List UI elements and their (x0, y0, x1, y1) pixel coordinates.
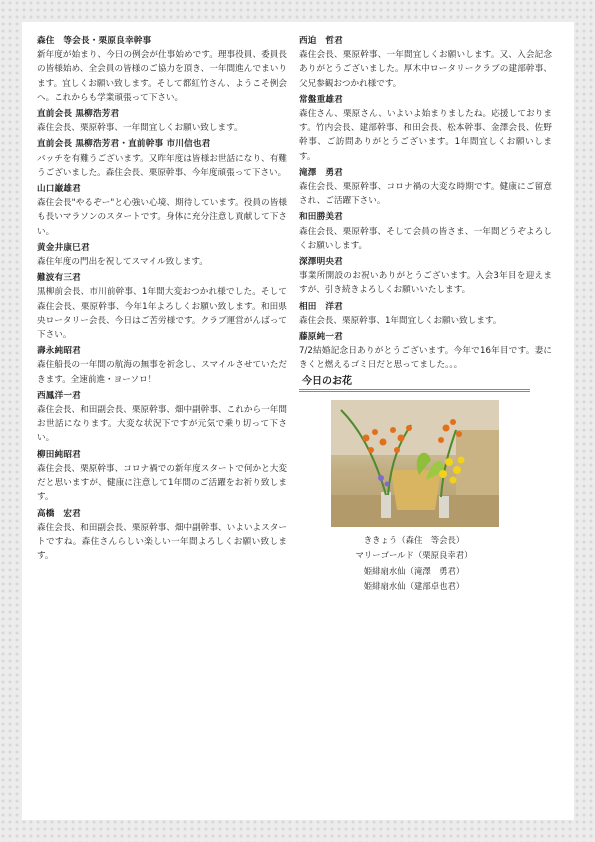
entry-text: 森住会長、栗原幹事、コロナ禍での新年度スタートで何かと大変だと思いますが、健康に注意して1年間のご活躍をお祈り致します。 (37, 463, 287, 503)
entry-name: 山口巌雄君 (37, 184, 81, 195)
entry-name: 壽永純昭君 (37, 346, 81, 357)
entry-text: 森住会長、栗原幹事、コロナ禍の大変な時期です。健康にご留意され、ご活躍下さい。 (299, 182, 552, 207)
entry-text: 7/2結婚記念日ありがとうございます。今年で16年目です。妻にきくと燃えるゴミ日だと思ってました。。。 (299, 346, 552, 371)
entry-text: バッチを有難うございます。又昨年度は皆様お世話になり、有難うございました。森住会長、栗原幹事、今年度頑張って下さい。 (37, 153, 287, 178)
smile-entry (299, 93, 552, 164)
entry-name: 森住 等会長・栗原良幸幹事 (37, 36, 152, 46)
entry-name: 常盤重雄君 (299, 94, 343, 105)
entry-text: 森住会長、和田副会長、栗原幹事、畑中副幹事、これから一年間お世話になります。大変な状況下ですが元気で乗り切って下さい。 (37, 405, 287, 444)
smile-entry (299, 255, 552, 298)
entry-name: 和田勝美君 (299, 212, 343, 223)
entry-text: 事業所開設のお祝いありがとうございます。入会3年目を迎えますが、引き続きよろしくお願いいたします。 (299, 271, 552, 296)
flower-caption (299, 533, 529, 595)
smile-entry (37, 448, 287, 505)
entry-text: 森住年度の門出を祝してスマイル致します。 (37, 257, 208, 268)
flower-arrangement-photo (331, 400, 499, 527)
entry-name: 黄金井康巳君 (37, 242, 90, 253)
entry-text: 森住船長の一年間の航海の無事を祈念し、スマイルさせていただきます。全速前進・ヨーソロ！ (37, 360, 287, 385)
flower-section-heading: 今日のお花 (299, 375, 530, 392)
smile-entry (37, 241, 287, 269)
flower-arrangement-illustration (331, 400, 499, 527)
caption-line: ききょう（森住 等会長） (363, 534, 465, 545)
smile-entry (299, 300, 552, 328)
entry-name: 藤原純一君 (299, 332, 343, 343)
right-column (299, 34, 552, 595)
entry-text: 森住会長"やるぞー"と心強い心境、期待しています。役員の皆様も長いマラソンのスタートです。身体に充分注意し貢献して下さい。 (37, 198, 287, 237)
entry-name: 相田 洋君 (299, 301, 343, 312)
smile-entry (299, 166, 552, 209)
entry-text: 黒柳前会長、市川前幹事、1年間大変おつかれ様でした。そして森住会長、栗原幹事、今年1年よろしくお願い致します。和田県央ロータリー会長、今日はご苦労様です。クラブ運営がんばって下さい。 (37, 287, 287, 341)
entry-name: 西迫 哲君 (299, 36, 343, 46)
newsletter-page (22, 22, 574, 820)
smile-entry (37, 182, 287, 239)
entry-name: 難波有三君 (37, 273, 81, 284)
smile-entry (37, 107, 287, 135)
entry-text: 森住会長、栗原幹事、一年間宜しくお願いします。又、入会記念ありがとうございました。厚木中ロータリークラブの建部幹事、父兄参観おつかれ様です。 (299, 50, 552, 89)
smile-entry (37, 507, 287, 564)
entry-name: 西鳳洋一君 (37, 390, 81, 401)
entry-name: 直前会長 黒柳浩芳君・直前幹事 市川信也君 (37, 139, 211, 150)
caption-line: 姫緋扇水仙（滝澤 勇君） (363, 565, 465, 576)
smile-entry (299, 330, 552, 373)
caption-line: マリーゴールド（栗原良幸君） (355, 550, 473, 561)
entry-text: 森住会長、栗原幹事、1年間宜しくお願い致します。 (299, 315, 502, 326)
smile-entry (299, 210, 552, 253)
entry-name: 直前会長 黒柳浩芳君 (37, 109, 120, 120)
entry-name: 高橋 宏君 (37, 508, 81, 519)
entry-text: 新年度が始まり、今日の例会が仕事始めです。理事役員、委員長の皆様始め、全会員の皆様のご協力を頂き、一年間進んでまいります。宜しくお願い致します。そして都紅竹さん、ようこそ例会へ。これからも学業頑張って下さい。 (37, 50, 287, 103)
smile-entry (37, 344, 287, 387)
smile-entry (37, 389, 287, 446)
smile-entry (37, 137, 287, 180)
entry-text: 森住さん、栗原さん、いよいよ始まりましたね。応援しております。竹内会長、建部幹事、和田会長、松本幹事、金澤会長、佐野幹事、ご訪問ありがとうございます。1年間宜しくお願いします。 (299, 109, 552, 162)
entry-name: 柳田純昭君 (37, 449, 81, 460)
entry-text: 森住会長、栗原幹事、一年間宜しくお願い致します。 (37, 123, 243, 134)
entry-text: 森住会長、和田副会長、栗原幹事、畑中副幹事、いよいよスタートですね。森住さんらしい楽しい一年間よろしくお願い致します。 (37, 522, 287, 562)
entry-name: 深澤明央君 (299, 257, 343, 268)
smile-entry (37, 271, 287, 342)
caption-line: 姫緋扇水仙（建部卓也君） (363, 581, 465, 592)
left-column (37, 34, 287, 565)
entry-name: 滝澤 勇君 (299, 167, 343, 178)
smile-entry (37, 34, 287, 105)
entry-text: 森住会長、栗原幹事、そして会員の皆さま、一年間どうぞよろしくお願いします。 (299, 226, 552, 251)
smile-entry (299, 34, 552, 91)
